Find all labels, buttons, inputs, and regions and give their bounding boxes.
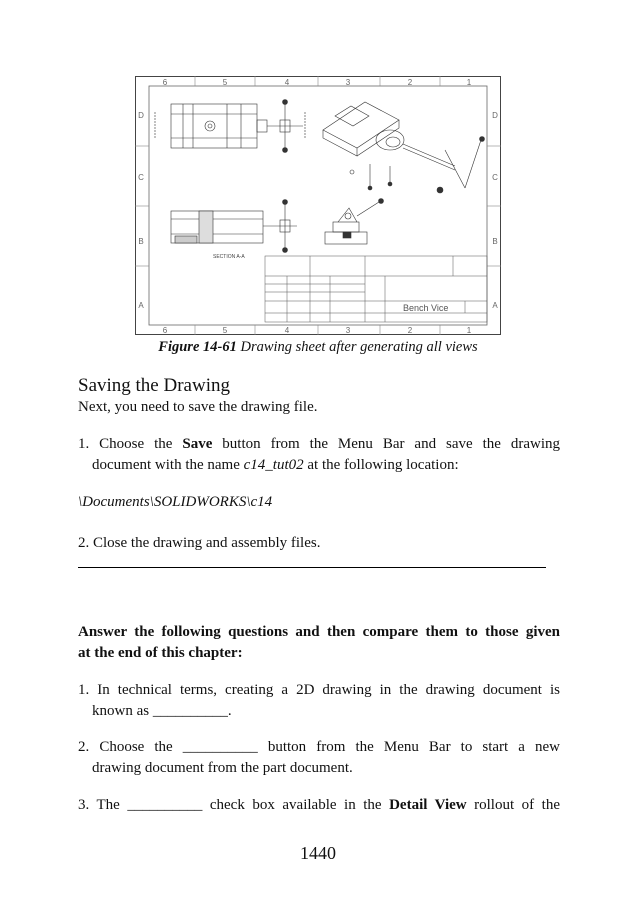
question-3: 3. The __________ check box available in the Detail View rollout of the xyxy=(78,797,560,813)
row-label-right: C xyxy=(492,173,498,182)
step-2: 2. Close the drawing and assembly files. xyxy=(78,535,321,551)
column-label-bottom: 4 xyxy=(284,326,290,335)
column-label-bottom: 5 xyxy=(222,326,228,335)
row-label-left: B xyxy=(138,237,144,246)
drawing-sheet-figure xyxy=(135,76,501,335)
row-label-left: A xyxy=(138,301,144,310)
row-label-right: D xyxy=(492,111,498,120)
column-label-bottom: 1 xyxy=(466,326,472,335)
section-divider xyxy=(78,567,546,568)
row-label-right: A xyxy=(492,301,498,310)
file-path: \Documents\SOLIDWORKS\c14 xyxy=(78,494,273,510)
step-1-line-1: 1. Choose the Save button from the Menu Bar and save the drawing xyxy=(78,436,561,452)
page-number: 1440 xyxy=(300,843,336,863)
row-label-left: D xyxy=(138,111,144,120)
question-2: 2. Choose the __________ button from the Menu Bar to start a new drawing document from the part document. xyxy=(78,739,560,776)
filename: c14_tut02 xyxy=(243,457,304,473)
step-1-line-2: document with the name c14_tut02 at the following location: xyxy=(92,457,459,473)
save-keyword: Save xyxy=(182,436,213,452)
column-label-bottom: 6 xyxy=(162,326,168,335)
row-label-right: B xyxy=(492,237,498,246)
section-heading: Saving the Drawing xyxy=(78,375,230,396)
figure-caption-text: Drawing sheet after generating all views xyxy=(236,339,478,355)
column-label-bottom: 2 xyxy=(407,326,413,335)
column-label-top: 5 xyxy=(222,78,228,87)
column-label-top: 6 xyxy=(162,78,168,87)
column-label-top: 3 xyxy=(345,78,351,87)
detail-view-keyword: Detail View xyxy=(389,797,467,813)
column-label-top: 1 xyxy=(466,78,472,87)
row-label-left: C xyxy=(138,173,144,182)
intro-paragraph: Next, you need to save the drawing file. xyxy=(78,399,318,415)
title-block-name: Bench Vice xyxy=(403,303,449,313)
figure-number: Figure 14-61 xyxy=(158,339,237,355)
questions-header: Answer the following questions and then compare them to those given at the end of this chapter: xyxy=(78,624,560,661)
column-label-bottom: 3 xyxy=(345,326,351,335)
column-label-top: 2 xyxy=(407,78,413,87)
step-1 xyxy=(78,434,560,476)
column-label-top: 4 xyxy=(284,78,290,87)
section-label: SECTION A-A xyxy=(213,254,245,260)
figure-caption xyxy=(0,339,636,356)
question-1: 1. In technical terms, creating a 2D drawing in the drawing document is known as __________. xyxy=(78,682,560,719)
